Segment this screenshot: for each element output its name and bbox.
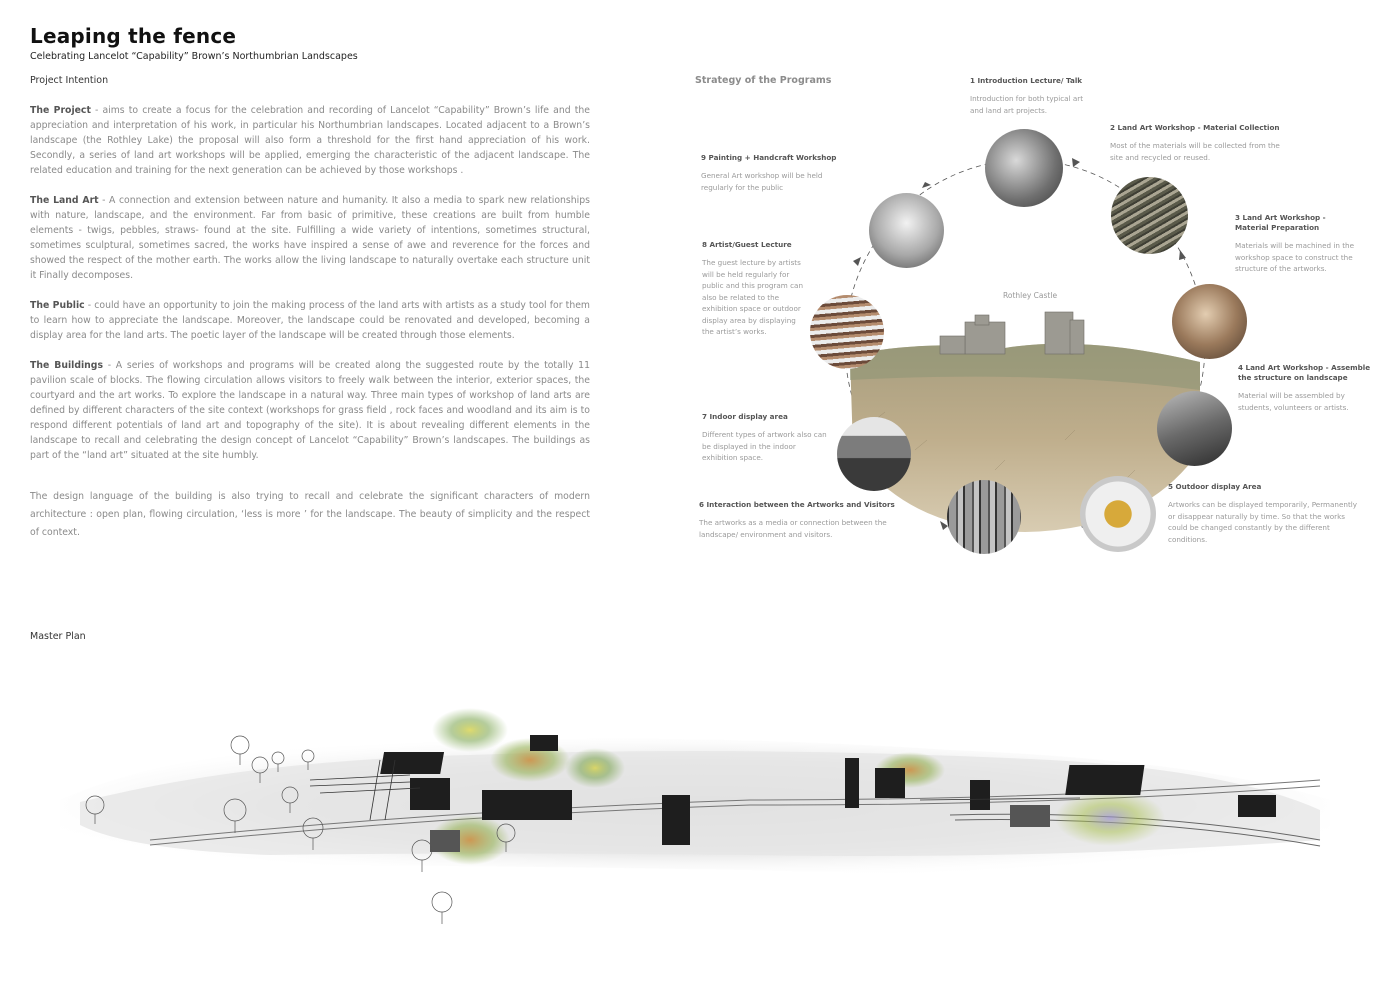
program-heading: 6 Interaction between the Artworks and Visitors [699,500,895,509]
program-5 [1168,482,1368,545]
assemble-photo [1157,391,1232,466]
program-1 [970,76,1110,116]
paragraph-lead: The Land Art [30,195,99,206]
indoor-display-photo [837,417,911,491]
program-heading: 5 Outdoor display Area [1168,482,1262,491]
paragraph-body: - aims to create a focus for the celebration and recording of Lancelot “Capability” Brown’s life and the appreciation and interpretation of his work, in particular his Northumbrian landscapes. Located adjacent to a Brown’s landscape (the Rothley Lake) the proposal will also form a threshold for the first hand appreciation of his work. Secondly, a series of land art workshops will be applied, emerging the characteristic of the adjacent landscape. The related education and training for the next generation can be achieved by those workshops . [30,105,590,176]
program-description: Most of the materials will be collected from the site and recycled or reused. [1110,141,1280,162]
program-description: Artworks can be displayed temporarily, Permanently or disappear naturally by time. So that the works could be changed constantly by the different conditions. [1168,500,1358,544]
page-subtitle: Celebrating Lancelot “Capability” Brown’s Northumbrian Landscapes [30,51,358,62]
program-3 [1235,213,1375,275]
center-label: Rothley Castle [1003,291,1058,300]
program-heading: 9 Painting + Handcraft Workshop [701,153,837,162]
program-heading: 4 Land Art Workshop - Assemble the structure on landscape [1238,363,1371,382]
painting-workshop-photo [869,193,944,268]
project-intention-label: Project Intention [30,75,109,86]
program-description: Material will be assembled by students, volunteers or artists. [1238,391,1349,412]
paragraph-closing: The design language of the building is also trying to recall and celebrate the significant characters of modern architecture : open plan, flowing circulation, ‘less is more ’ for the landscape. The beauty of simplicity and the respect of context. [30,491,590,538]
program-heading: 2 Land Art Workshop - Material Collection [1110,123,1280,132]
paragraph-body: - A series of workshops and programs will be created along the suggested route by the totally 11 pavilion scale of blocks. The flowing circulation allows visitors to freely walk between the interior, exterior spaces, the courtyard and the art works. To explore the landscape in a natural way. Three main types of workshop of land arts are defined by different characters of the site context (workshops for grass field , rock faces and woodland and its aim is to respond different potentials of land art and topography of the site). It is about revealing different elements in the landscape to recall and celebrating the design concept of Lancelot “Capability” Brown’s landscapes. The buildings as part of the “land art” situated at the site humbly. [30,360,590,461]
program-2 [1110,123,1290,163]
program-description: Materials will be machined in the workshop space to construct the structure of the artworks. [1235,241,1355,273]
master-plan-label: Master Plan [30,631,86,642]
paragraph-lead: The Buildings [30,360,103,371]
outdoor-display-photo [1080,476,1156,552]
program-8 [702,240,812,338]
paragraph-lead: The Public [30,300,85,311]
paragraph-body: - A connection and extension between nature and humanity. It also a media to spark new relationships with nature, landscape, and the environment. Far from basic of primitive, these creations are built from humble elements - twigs, pebbles, straws- found at the site. Fulfilling a wide variety of intentions, sometimes structural, sometimes sculptural, sometimes sacred, the works have inspired a sense of awe and reverence for the forces and showed the respect of the mother earth. The works allow the living landscape to naturally overtake each structure unit it Finally decomposes. [30,195,590,281]
program-9 [701,153,851,193]
program-description: Introduction for both typical art and land art projects. [970,94,1084,115]
program-heading: 7 Indoor display area [702,412,788,421]
master-plan-drawing [50,690,1350,930]
program-description: Different types of artwork also can be displayed in the indoor exhibition space. [702,430,827,462]
program-description: The artworks as a media or connection between the landscape/ environment and visitors. [699,518,887,539]
program-heading: 1 Introduction Lecture/ Talk [970,76,1083,85]
program-description: The guest lecture by artists will be held regularly for public and this program can also be related to the exhibition space or outdoor display area by displaying the artist’s works. [702,258,803,336]
strategy-title: Strategy of the Programs [695,75,832,86]
material-preparation-photo [1172,284,1247,359]
material-collection-photo [1111,177,1188,254]
program-heading: 3 Land Art Workshop - Material Preparation [1235,213,1326,232]
lecture-photo [985,129,1063,207]
paragraph-lead: The Project [30,105,91,116]
program-7 [702,412,842,464]
paragraph-buildings [30,358,590,463]
program-heading: 8 Artist/Guest Lecture [702,240,792,249]
paragraph-public [30,298,590,343]
paragraph-land-art [30,193,590,283]
guest-lecture-photo [810,295,884,369]
program-description: General Art workshop will be held regularly for the public [701,171,823,192]
page-title: Leaping the fence [30,24,237,48]
program-6 [699,500,929,540]
paragraph-project [30,103,590,178]
program-4 [1238,363,1378,413]
interaction-photo [947,480,1021,554]
paragraph-body: - could have an opportunity to join the making process of the land arts with artists as a study tool for them to learn how to appreciate the landscape. Moreover, the landscape could be renovated and developed, becoming a display area for the land arts. The poetic layer of the landscape will be created through those elements. [30,300,590,341]
